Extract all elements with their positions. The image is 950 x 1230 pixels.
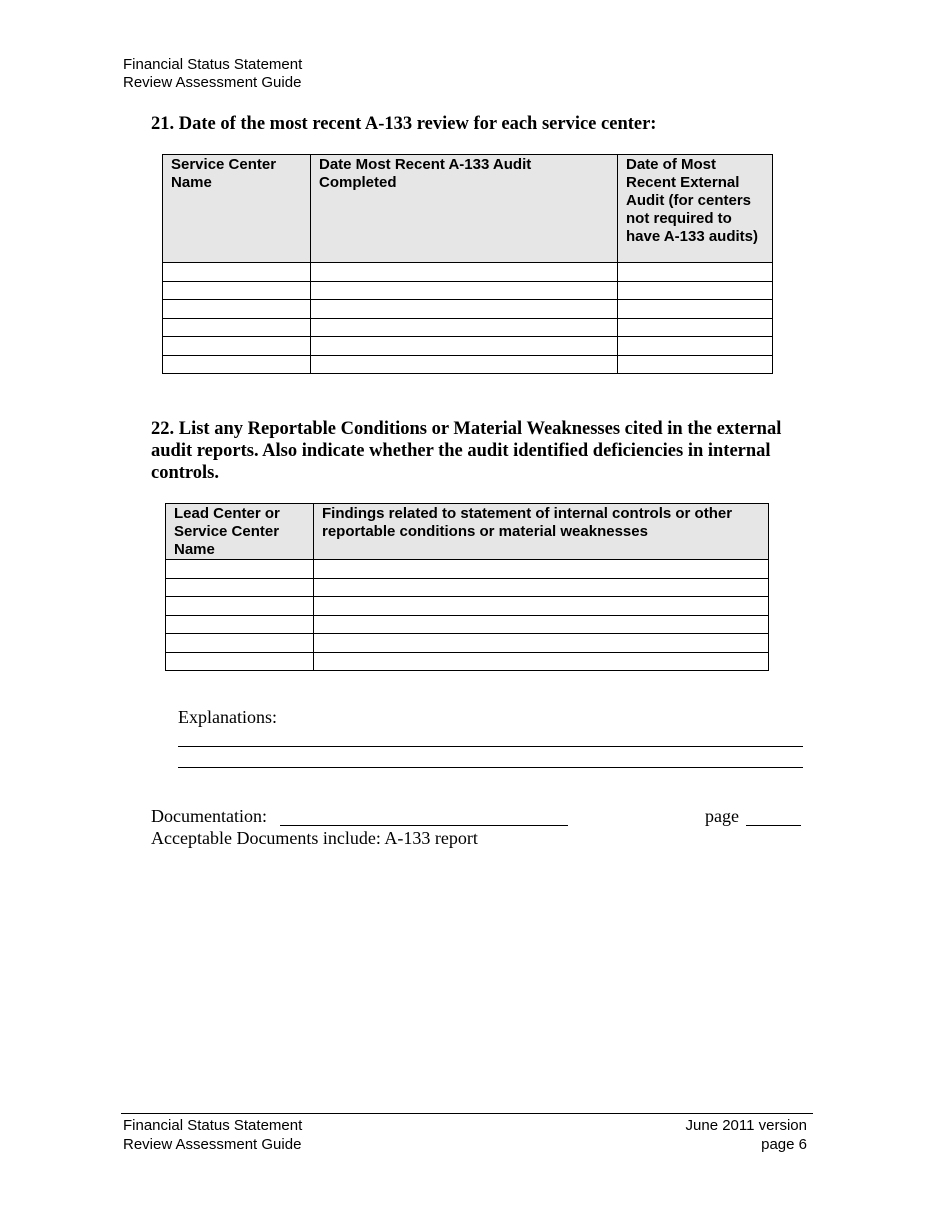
footer-page-number: page 6 bbox=[761, 1136, 807, 1153]
column-header-external-audit-date: Date of Most Recent External Audit (for centers not required to have A-133 audits) bbox=[618, 155, 773, 263]
footer-right bbox=[686, 1116, 807, 1154]
table-cell[interactable] bbox=[618, 318, 773, 337]
table-cell[interactable] bbox=[314, 560, 769, 579]
footer-left-line-2: Review Assessment Guide bbox=[123, 1136, 302, 1153]
header-line-1: Financial Status Statement bbox=[123, 56, 303, 73]
footer-version: June 2011 version bbox=[685, 1117, 807, 1134]
table-cell[interactable] bbox=[311, 263, 618, 282]
page-number-blank[interactable] bbox=[746, 825, 801, 826]
column-header-findings: Findings related to statement of internal controls or other reportable conditions or material weaknesses bbox=[314, 504, 769, 560]
service-center-audit-table bbox=[162, 154, 773, 374]
table-row bbox=[163, 355, 773, 374]
documentation-blank[interactable] bbox=[280, 825, 568, 826]
table-cell[interactable] bbox=[618, 281, 773, 300]
table-row bbox=[163, 300, 773, 319]
table-cell[interactable] bbox=[314, 634, 769, 653]
table-header-row bbox=[166, 504, 769, 560]
table-cell[interactable] bbox=[163, 263, 311, 282]
table-cell[interactable] bbox=[311, 337, 618, 356]
documentation-label: Documentation: bbox=[151, 806, 267, 826]
footer-left-line-1: Financial Status Statement bbox=[123, 1117, 303, 1134]
table-row bbox=[163, 337, 773, 356]
explanation-line[interactable] bbox=[178, 746, 803, 747]
table-cell[interactable] bbox=[311, 318, 618, 337]
explanation-line[interactable] bbox=[178, 767, 803, 768]
table-cell[interactable] bbox=[166, 578, 314, 597]
table-row bbox=[166, 560, 769, 579]
table-cell[interactable] bbox=[163, 281, 311, 300]
table-cell[interactable] bbox=[163, 337, 311, 356]
table-cell[interactable] bbox=[311, 281, 618, 300]
table-cell[interactable] bbox=[163, 318, 311, 337]
column-header-lead-center-name: Lead Center or Service Center Name bbox=[166, 504, 314, 560]
table-cell[interactable] bbox=[166, 634, 314, 653]
question-22-title: 22. List any Reportable Conditions or Material Weaknesses cited in the external audit reports. Also indicate whether the audit identified deficiencies in internal controls. bbox=[151, 419, 782, 483]
table-row bbox=[166, 634, 769, 653]
table-cell[interactable] bbox=[618, 263, 773, 282]
table-cell[interactable] bbox=[166, 652, 314, 671]
table-row bbox=[163, 318, 773, 337]
table-row bbox=[166, 597, 769, 616]
acceptable-documents-note: Acceptable Documents include: A-133 report bbox=[151, 828, 478, 848]
question-21-title: 21. Date of the most recent A-133 review for each service center: bbox=[151, 114, 657, 134]
table-cell[interactable] bbox=[163, 355, 311, 374]
table-cell[interactable] bbox=[311, 300, 618, 319]
header-line-2: Review Assessment Guide bbox=[123, 74, 302, 91]
table-cell[interactable] bbox=[166, 615, 314, 634]
table-cell[interactable] bbox=[314, 597, 769, 616]
table-row bbox=[163, 263, 773, 282]
table-cell[interactable] bbox=[166, 597, 314, 616]
footer-left bbox=[123, 1116, 302, 1154]
table-cell[interactable] bbox=[311, 355, 618, 374]
table-row bbox=[166, 578, 769, 597]
table-row bbox=[166, 615, 769, 634]
table-cell[interactable] bbox=[618, 355, 773, 374]
table-cell[interactable] bbox=[618, 300, 773, 319]
table-cell[interactable] bbox=[163, 300, 311, 319]
table-row bbox=[166, 652, 769, 671]
table-cell[interactable] bbox=[314, 615, 769, 634]
footer-divider bbox=[121, 1113, 813, 1114]
table-row bbox=[163, 281, 773, 300]
table-cell[interactable] bbox=[618, 337, 773, 356]
explanations-label: Explanations: bbox=[178, 707, 277, 727]
table-cell[interactable] bbox=[314, 652, 769, 671]
table-cell[interactable] bbox=[166, 560, 314, 579]
table-cell[interactable] bbox=[314, 578, 769, 597]
page-label: page bbox=[705, 806, 739, 826]
page-header bbox=[123, 56, 302, 92]
column-header-a133-audit-date: Date Most Recent A-133 Audit Completed bbox=[311, 155, 618, 263]
column-header-service-center-name: Service Center Name bbox=[163, 155, 311, 263]
findings-table bbox=[165, 503, 769, 671]
table-header-row bbox=[163, 155, 773, 263]
